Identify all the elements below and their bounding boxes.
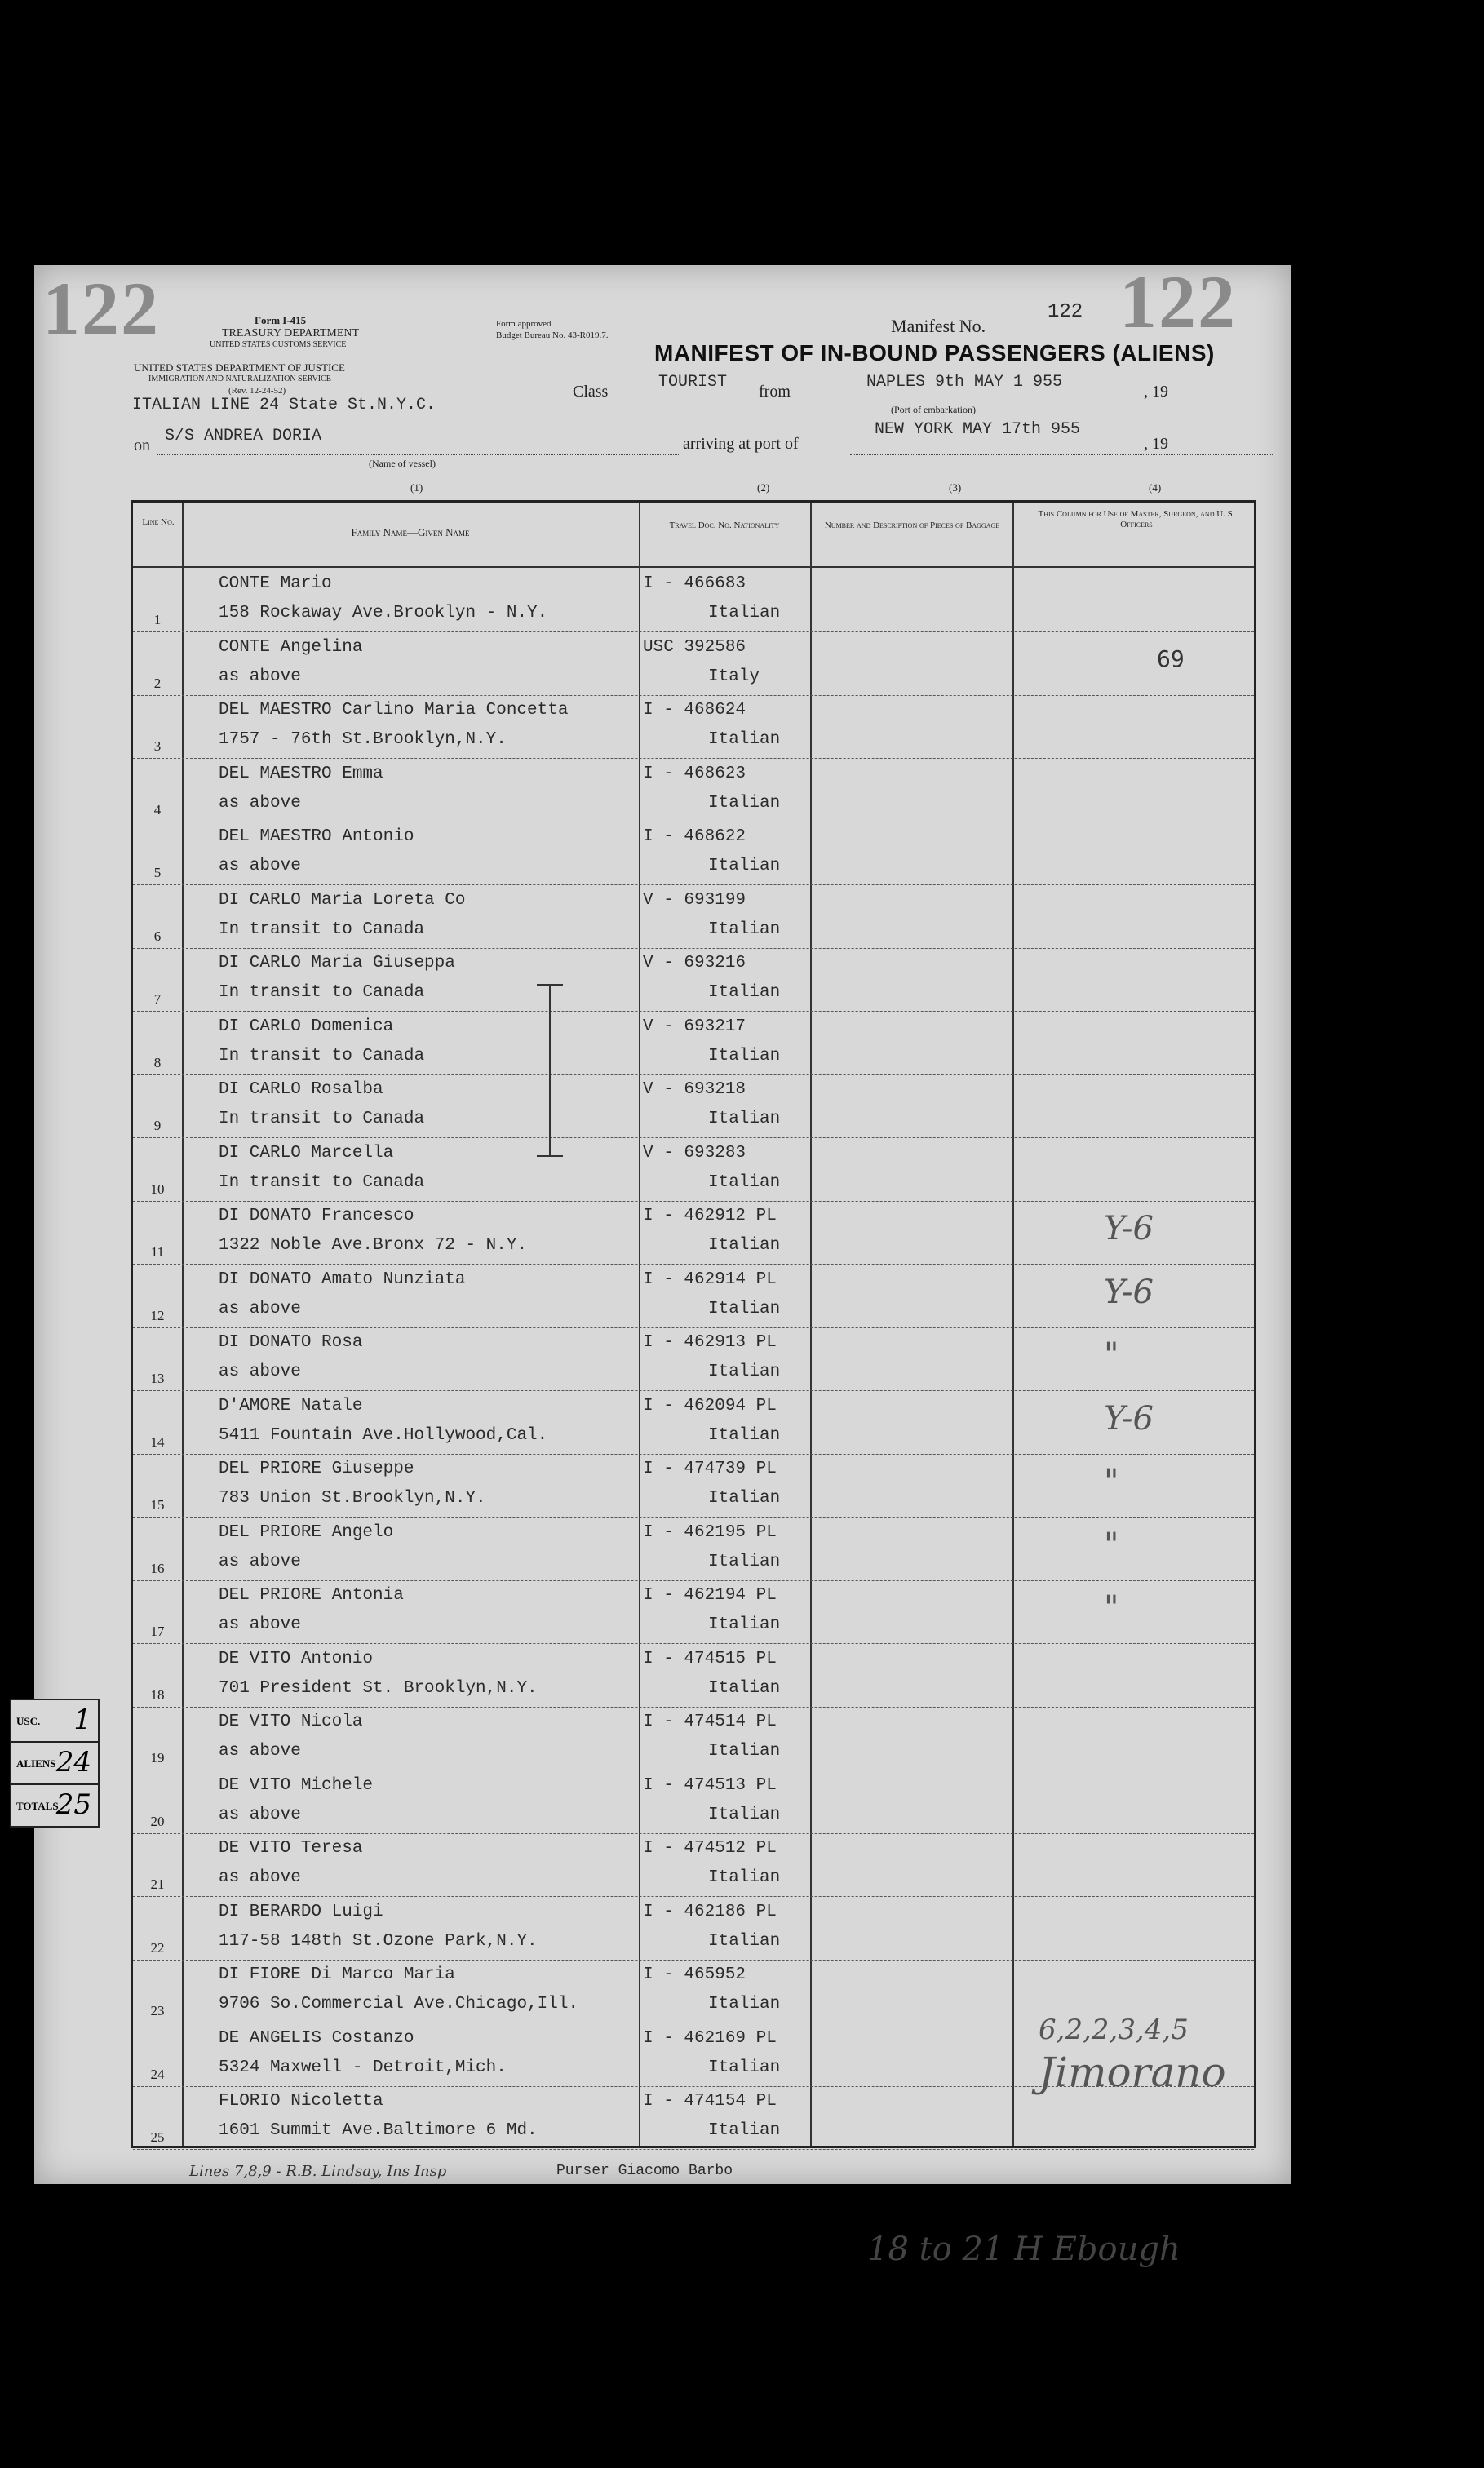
passenger-address: as above bbox=[219, 1362, 301, 1381]
passenger-address: 5411 Fountain Ave.Hollywood,Cal. bbox=[219, 1425, 548, 1445]
line-number: 13 bbox=[150, 1371, 165, 1386]
officer-mark: " bbox=[1104, 1463, 1119, 1500]
budget-bureau-number: Budget Bureau No. 43-R019.7. bbox=[496, 330, 609, 340]
nationality: Italian bbox=[708, 1046, 781, 1066]
officer-mark: Y-6 bbox=[1104, 1399, 1154, 1438]
line-number: 3 bbox=[153, 738, 162, 754]
passenger-address: as above bbox=[219, 1552, 301, 1571]
passenger-address: 1757 - 76th St.Brooklyn,N.Y. bbox=[219, 730, 507, 749]
vessel-name: S/S ANDREA DORIA bbox=[165, 427, 322, 445]
table-row bbox=[133, 758, 1254, 822]
travel-doc-number: V - 693199 bbox=[643, 890, 746, 910]
passenger-address: as above bbox=[219, 1868, 301, 1887]
passenger-name: DI CARLO Maria Loreta Co bbox=[219, 890, 466, 910]
header-travel-doc: Travel Doc. No. Nationality bbox=[669, 521, 780, 530]
customs-service: UNITED STATES CUSTOMS SERVICE bbox=[210, 340, 347, 349]
corner-number-left: 122 bbox=[42, 267, 160, 350]
passenger-name: D'AMORE Natale bbox=[219, 1396, 363, 1416]
table-row bbox=[133, 1517, 1254, 1581]
officer-mark: " bbox=[1104, 1526, 1119, 1564]
vessel-label: (Name of vessel) bbox=[369, 458, 436, 469]
line-number: 21 bbox=[150, 1876, 165, 1892]
passenger-name: DEL PRIORE Antonia bbox=[219, 1586, 404, 1605]
row2-officer-mark: 69 bbox=[1157, 645, 1185, 672]
table-row bbox=[133, 1770, 1254, 1834]
travel-doc-number: V - 693218 bbox=[643, 1080, 746, 1099]
nationality: Italian bbox=[708, 1931, 781, 1951]
line-number: 20 bbox=[150, 1813, 165, 1829]
class-value: TOURIST bbox=[658, 373, 728, 392]
line-number: 7 bbox=[153, 991, 162, 1007]
totals-label: TOTALS bbox=[16, 1800, 59, 1812]
travel-doc-number: I - 468624 bbox=[643, 701, 746, 720]
line-number: 24 bbox=[150, 2066, 165, 2082]
passenger-name: DI CARLO Maria Giuseppa bbox=[219, 954, 455, 973]
travel-doc-number: USC 392586 bbox=[643, 637, 746, 657]
table-row bbox=[133, 1074, 1254, 1138]
passenger-name: CONTE Angelina bbox=[219, 637, 363, 657]
nationality: Italian bbox=[708, 1678, 781, 1698]
table-row bbox=[133, 1580, 1254, 1644]
line-number: 17 bbox=[150, 1624, 165, 1639]
port-embarkation-label: (Port of embarkation) bbox=[891, 404, 976, 415]
passenger-name: FLORIO Nicoletta bbox=[219, 2092, 383, 2111]
vessel-line bbox=[157, 454, 679, 455]
passenger-address: as above bbox=[219, 793, 301, 813]
header-officers: This Column for Use of Master, Surgeon, and U. S. Officers bbox=[1038, 509, 1235, 529]
table-row bbox=[133, 1137, 1254, 1202]
travel-doc-number: I - 474514 PL bbox=[643, 1713, 777, 1731]
passenger-name: DI CARLO Domenica bbox=[219, 1017, 394, 1036]
line-number: 4 bbox=[153, 801, 162, 817]
from-label: from bbox=[759, 383, 791, 401]
nationality: Italian bbox=[708, 1995, 781, 2014]
from-value: NAPLES 9th MAY 1 955 bbox=[866, 373, 1063, 392]
nationality: Italian bbox=[708, 730, 781, 749]
travel-doc-number: I - 462914 PL bbox=[643, 1269, 777, 1289]
arriving-line bbox=[850, 454, 1274, 455]
form-approved: Form approved. bbox=[496, 319, 554, 329]
passenger-address: as above bbox=[219, 667, 301, 686]
nationality: Italian bbox=[708, 1868, 781, 1887]
ins-service: IMMIGRATION AND NATURALIZATION SERVICE bbox=[148, 374, 331, 383]
aliens-value: 24 bbox=[55, 1746, 91, 1779]
class-label: Class bbox=[573, 383, 609, 401]
nationality: Italian bbox=[708, 983, 781, 1002]
passenger-name: DI DONATO Francesco bbox=[219, 1207, 414, 1225]
travel-doc-number: I - 468623 bbox=[643, 764, 746, 783]
nationality: Italian bbox=[708, 1299, 781, 1318]
transit-bracket bbox=[549, 984, 551, 1155]
travel-doc-number: I - 462094 PL bbox=[643, 1396, 777, 1416]
table-row bbox=[133, 1832, 1254, 1897]
nationality: Italian bbox=[708, 1489, 781, 1508]
table-row bbox=[133, 1453, 1254, 1518]
transit-bracket-top bbox=[537, 984, 563, 986]
passenger-address: In transit to Canada bbox=[219, 919, 425, 939]
travel-doc-number: I - 474512 PL bbox=[643, 1839, 777, 1858]
passenger-address: 5324 Maxwell - Detroit,Mich. bbox=[219, 2058, 507, 2077]
travel-doc-number: I - 462912 PL bbox=[643, 1207, 777, 1225]
line-number: 9 bbox=[153, 1118, 162, 1133]
nationality: Italian bbox=[708, 793, 781, 813]
table-row bbox=[133, 884, 1254, 949]
row20-signature: Jimorano bbox=[1039, 2049, 1226, 2096]
line-number: 2 bbox=[153, 675, 162, 691]
passenger-name: CONTE Mario bbox=[219, 574, 332, 593]
travel-doc-number: I - 468622 bbox=[643, 827, 746, 846]
nationality: Italian bbox=[708, 857, 781, 875]
treasury-department: TREASURY DEPARTMENT bbox=[222, 327, 360, 339]
arriving-label: arriving at port of bbox=[683, 435, 799, 453]
nationality: Italian bbox=[708, 2058, 781, 2077]
passenger-address: 1601 Summit Ave.Baltimore 6 Md. bbox=[219, 2121, 538, 2140]
table-row bbox=[133, 631, 1254, 696]
usc-label: USC. bbox=[16, 1715, 41, 1727]
table-row bbox=[133, 1896, 1254, 1961]
table-row bbox=[133, 1264, 1254, 1328]
table-row bbox=[133, 568, 1254, 632]
passenger-address: 783 Union St.Brooklyn,N.Y. bbox=[219, 1489, 486, 1508]
nationality: Italian bbox=[708, 1552, 781, 1571]
line-number: 11 bbox=[150, 1244, 165, 1260]
travel-doc-number: V - 693216 bbox=[643, 954, 746, 973]
table-row bbox=[133, 694, 1254, 759]
on-label: on bbox=[134, 436, 150, 454]
passenger-address: 117-58 148th St.Ozone Park,N.Y. bbox=[219, 1931, 538, 1951]
passenger-name: DEL MAESTRO Carlino Maria Concetta bbox=[219, 701, 569, 720]
transit-bracket-bottom bbox=[537, 1155, 563, 1157]
nationality: Italy bbox=[708, 667, 760, 686]
nationality: Italian bbox=[708, 1615, 781, 1634]
passenger-address: as above bbox=[219, 1299, 301, 1318]
column-number-3: (3) bbox=[949, 481, 962, 494]
travel-doc-number: V - 693217 bbox=[643, 1017, 746, 1036]
nationality: Italian bbox=[708, 2121, 781, 2140]
manifest-no-value: 122 bbox=[1048, 301, 1083, 323]
nationality: Italian bbox=[708, 1805, 781, 1824]
column-number-1: (1) bbox=[410, 481, 423, 494]
table-row bbox=[133, 1390, 1254, 1455]
passenger-name: DEL MAESTRO Emma bbox=[219, 764, 383, 783]
table-row bbox=[133, 1706, 1254, 1770]
passenger-name: DI DONATO Amato Nunziata bbox=[219, 1269, 466, 1289]
aliens-label: ALIENS bbox=[16, 1757, 56, 1770]
arriving-value: NEW YORK MAY 17th 955 bbox=[875, 420, 1081, 439]
line-number: 10 bbox=[150, 1181, 165, 1197]
form-revision: (Rev. 12-24-52) bbox=[228, 386, 286, 396]
row20-handwriting: 6,2,2,3,4,5 bbox=[1039, 2014, 1189, 2046]
passenger-name: DI BERARDO Luigi bbox=[219, 1902, 383, 1921]
usc-value: 1 bbox=[73, 1704, 91, 1736]
travel-doc-number: I - 462186 PL bbox=[643, 1902, 777, 1921]
usc-count-box bbox=[10, 1699, 100, 1743]
passenger-name: DE ANGELIS Costanzo bbox=[219, 2028, 414, 2048]
nationality: Italian bbox=[708, 1172, 781, 1192]
passenger-name: DI CARLO Marcella bbox=[219, 1143, 394, 1163]
passenger-name: DEL PRIORE Angelo bbox=[219, 1522, 394, 1542]
travel-doc-number: I - 462913 PL bbox=[643, 1333, 777, 1352]
column-number-2: (2) bbox=[757, 481, 770, 494]
nationality: Italian bbox=[708, 604, 781, 623]
row23-handwriting: 18 to 21 H Ebough bbox=[867, 2231, 1181, 2268]
officer-mark: Y-6 bbox=[1104, 1273, 1154, 1311]
passenger-address: 158 Rockaway Ave.Brooklyn - N.Y. bbox=[219, 604, 548, 623]
justice-department: UNITED STATES DEPARTMENT OF JUSTICE bbox=[134, 361, 345, 374]
table-row bbox=[133, 1327, 1254, 1391]
line-number: 15 bbox=[150, 1497, 165, 1513]
line-number: 6 bbox=[153, 928, 162, 944]
line-number: 23 bbox=[150, 2003, 165, 2018]
manifest-page bbox=[34, 260, 1291, 2268]
line-number: 5 bbox=[153, 865, 162, 880]
column-number-4: (4) bbox=[1149, 481, 1162, 494]
line-number: 19 bbox=[150, 1750, 165, 1766]
nationality: Italian bbox=[708, 1236, 781, 1255]
nationality: Italian bbox=[708, 1425, 781, 1445]
travel-doc-number: I - 466683 bbox=[643, 574, 746, 593]
line-number: 12 bbox=[150, 1307, 165, 1323]
travel-doc-number: I - 474515 PL bbox=[643, 1649, 777, 1668]
line-agent: ITALIAN LINE 24 State St.N.Y.C. bbox=[132, 396, 436, 414]
passenger-address: as above bbox=[219, 1805, 301, 1824]
travel-doc-number: I - 462169 PL bbox=[643, 2028, 777, 2048]
passenger-name: DE VITO Michele bbox=[219, 1775, 374, 1795]
line-number: 16 bbox=[150, 1560, 165, 1576]
year-label-1: , 19 bbox=[1144, 383, 1168, 401]
line-number: 14 bbox=[150, 1433, 165, 1450]
line-number: 25 bbox=[150, 2129, 165, 2145]
travel-doc-number: I - 474154 PL bbox=[643, 2092, 777, 2111]
travel-doc-number: I - 462195 PL bbox=[643, 1522, 777, 1542]
nationality: Italian bbox=[708, 919, 781, 939]
passenger-name: DI CARLO Rosalba bbox=[219, 1080, 383, 1099]
header-baggage: Number and Description of Pieces of Baggage bbox=[824, 521, 1000, 530]
footer-purser: Purser Giacomo Barbo bbox=[556, 2163, 733, 2179]
manifest-title: MANIFEST OF IN-BOUND PASSENGERS (ALIENS) bbox=[654, 340, 1215, 366]
totals-count-box bbox=[10, 1783, 100, 1828]
passenger-name: DE VITO Antonio bbox=[219, 1649, 374, 1668]
passenger-address: 9706 So.Commercial Ave.Chicago,Ill. bbox=[219, 1995, 579, 2014]
passenger-address: as above bbox=[219, 857, 301, 875]
passenger-name: DI DONATO Rosa bbox=[219, 1333, 363, 1352]
table-row bbox=[133, 1200, 1254, 1265]
totals-value: 25 bbox=[55, 1788, 91, 1821]
passenger-name: DEL MAESTRO Antonio bbox=[219, 827, 414, 846]
passenger-address: In transit to Canada bbox=[219, 1110, 425, 1128]
nationality: Italian bbox=[708, 1110, 781, 1128]
travel-doc-number: I - 462194 PL bbox=[643, 1586, 777, 1605]
travel-doc-number: I - 474739 PL bbox=[643, 1460, 777, 1478]
passenger-address: as above bbox=[219, 1742, 301, 1761]
table-row bbox=[133, 1011, 1254, 1075]
aliens-count-box bbox=[10, 1741, 100, 1785]
line-number: 22 bbox=[150, 1939, 165, 1956]
year-label-2: , 19 bbox=[1144, 435, 1168, 453]
nationality: Italian bbox=[708, 1362, 781, 1381]
officer-mark: Y-6 bbox=[1104, 1210, 1154, 1247]
header-line-no: Line No. bbox=[142, 517, 175, 527]
passenger-name: DE VITO Teresa bbox=[219, 1839, 363, 1858]
passenger-address: as above bbox=[219, 1615, 301, 1634]
passenger-name: DEL PRIORE Giuseppe bbox=[219, 1460, 414, 1478]
line-number: 8 bbox=[153, 1054, 162, 1070]
header-family-name: Family Name—Given Name bbox=[351, 526, 470, 538]
line-number: 18 bbox=[150, 1686, 165, 1703]
form-number: Form I-415 bbox=[255, 314, 307, 326]
officer-mark: " bbox=[1104, 1589, 1119, 1627]
travel-doc-number: I - 465952 bbox=[643, 1965, 746, 1984]
passenger-address: 701 President St. Brooklyn,N.Y. bbox=[219, 1678, 538, 1698]
manifest-no-label: Manifest No. bbox=[891, 316, 986, 336]
passenger-name: DI FIORE Di Marco Maria bbox=[219, 1965, 455, 1984]
footer-handwritten-note: Lines 7,8,9 - R.B. Lindsay, Ins Insp bbox=[189, 2163, 447, 2180]
table-row bbox=[133, 821, 1254, 885]
nationality: Italian bbox=[708, 1742, 781, 1761]
travel-doc-number: V - 693283 bbox=[643, 1143, 746, 1163]
table-row bbox=[133, 947, 1254, 1012]
passenger-address: 1322 Noble Ave.Bronx 72 - N.Y. bbox=[219, 1236, 528, 1255]
officer-mark: " bbox=[1104, 1336, 1119, 1374]
corner-number-right: 122 bbox=[1119, 260, 1237, 343]
travel-doc-number: I - 474513 PL bbox=[643, 1775, 777, 1795]
passenger-address: In transit to Canada bbox=[219, 1172, 425, 1192]
passenger-address: In transit to Canada bbox=[219, 1046, 425, 1066]
passenger-address: In transit to Canada bbox=[219, 983, 425, 1002]
passenger-name: DE VITO Nicola bbox=[219, 1713, 363, 1731]
line-number: 1 bbox=[153, 612, 162, 627]
table-row bbox=[133, 1643, 1254, 1708]
